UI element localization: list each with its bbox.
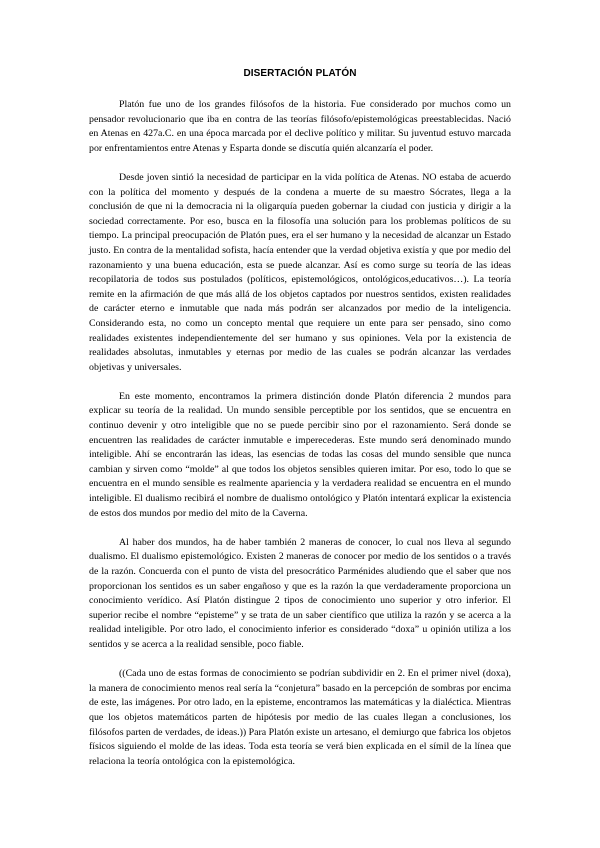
paragraph-ontological-dualism: En este momento, encontramos la primera distinción donde Platón diferencia 2 mundos para explicar su teoría de la realidad. Un mundo sensible perceptible por los sentidos, que se encuentra en continuo devenir y otro inteligible que no se puede percibir sino por el razonamiento. Será donde se encuentren las realidades de carácter inmutable e imperecederas. Este mundo será denominado mundo inteligible. Ahí se encontrarán las ideas, las esencias de todas las cosas del mundo sensible que nunca cambian y sirven como “molde” al que todos los objetos sensibles quieren imitar. Por eso, todo lo que se encuentra en el mundo sensible es realmente apariencia y la verdadera realidad se encuentra en el mundo inteligible. El dualismo recibirá el nombre de dualismo ontológico y Platón intentará explicar la existencia de estos dos mundos por medio del mito de la Caverna. [89,390,511,519]
document-body [89,98,511,769]
paragraph-intro: Platón fue uno de los grandes filósofos de la historia. Fue considerado por muchos como un pensador revolucionario que iba en contra de las teorías filósofo/epistemológicas preestablecidas. Nació en Atenas en 427a.C. en una época marcada por el declive político y militar. Su juventud estuvo marcada por enfrentamientos entre Atenas y Esparta donde se discutía quién alcanzaría el poder. [89,99,511,154]
paragraph-knowledge-levels: ((Cada uno de estas formas de conocimiento se podrían subdividir en 2. En el primer nivel (doxa), la manera de conocimiento menos real sería la “conjetura” basado en la percepción de sombras por encima de este, las imágenes. Por otro lado, en la episteme, encontramos las matemáticas y la dialéctica. Mientras que los objetos matemáticos parten de hipótesis por medio de las cuales llegan a conclusiones, los filósofos parten de verdades, de ideas.)) Para Platón existe un artesano, el demiurgo que fabrica los objetos físicos siguiendo el molde de las ideas. Toda esta teoría se verá bien explicada en el símil de la línea que relaciona la teoría ontológica con la epistemológica. [89,668,511,767]
document-title: DISERTACIÓN PLATÓN [243,68,357,79]
paragraph-politics: Desde joven sintió la necesidad de participar en la vida política de Atenas. NO estaba de acuerdo con la política del momento y después de la condena a muerte de su maestro Sócrates, llega a la conclusión de que ni la democracia ni la oligarquía pueden gobernar la ciudad con justicia y dirigir a la sociedad correctamente. Por eso, busca en la filosofía una solución para los problemas políticos de su tiempo. La principal preocupación de Platón pues, era el ser humano y la necesidad de alcanzar un Estado justo. En contra de la mentalidad sofista, hacía entender que la verdad objetiva existía y que por medio del razonamiento y una buena educación, esta se puede alcanzar. Así es como surge su teoría de las ideas recopilatoria de todos sus postulados (políticos, epistemológicos, ontológicos,educativos…). La teoría remite en la afirmación de que más allá de los objetos captados por nuestros sentidos, existen realidades de carácter eterno e inmutable que nada más podrán ser alcanzados por medio de la inteligencia. Considerando esta, no como un concepto mental que requiere un ente para ser pensado, sino como realidades existentes independientemente del ser humano y sus opiniones. Vela por la existencia de realidades absolutas, inmutables y eternas por medio de las cuales se podrán alcanzar las verdades objetivas y universales. [89,171,511,373]
paragraph-epistemological-dualism: Al haber dos mundos, ha de haber también 2 maneras de conocer, lo cual nos lleva al segundo dualismo. El dualismo epistemológico. Existen 2 maneras de conocer por medio de los sentidos o a través de la razón. Concuerda con el punto de vista del presocrático Parménides aludiendo que el saber que nos proporcionan los sentidos es un saber engañoso y que es la razón la que verdaderamente proporciona un conocimiento verídico. Así Platón distingue 2 tipos de conocimiento uno superior y otro inferior. El superior recibe el nombre “episteme” y se trata de un saber científico que utiliza la razón y se acerca a la realidad inteligible. Por otro lado, el conocimiento inferior es considerado “doxa” u opinión utiliza a los sentidos y se acerca a la realidad sensible, poco fiable. [89,536,511,650]
